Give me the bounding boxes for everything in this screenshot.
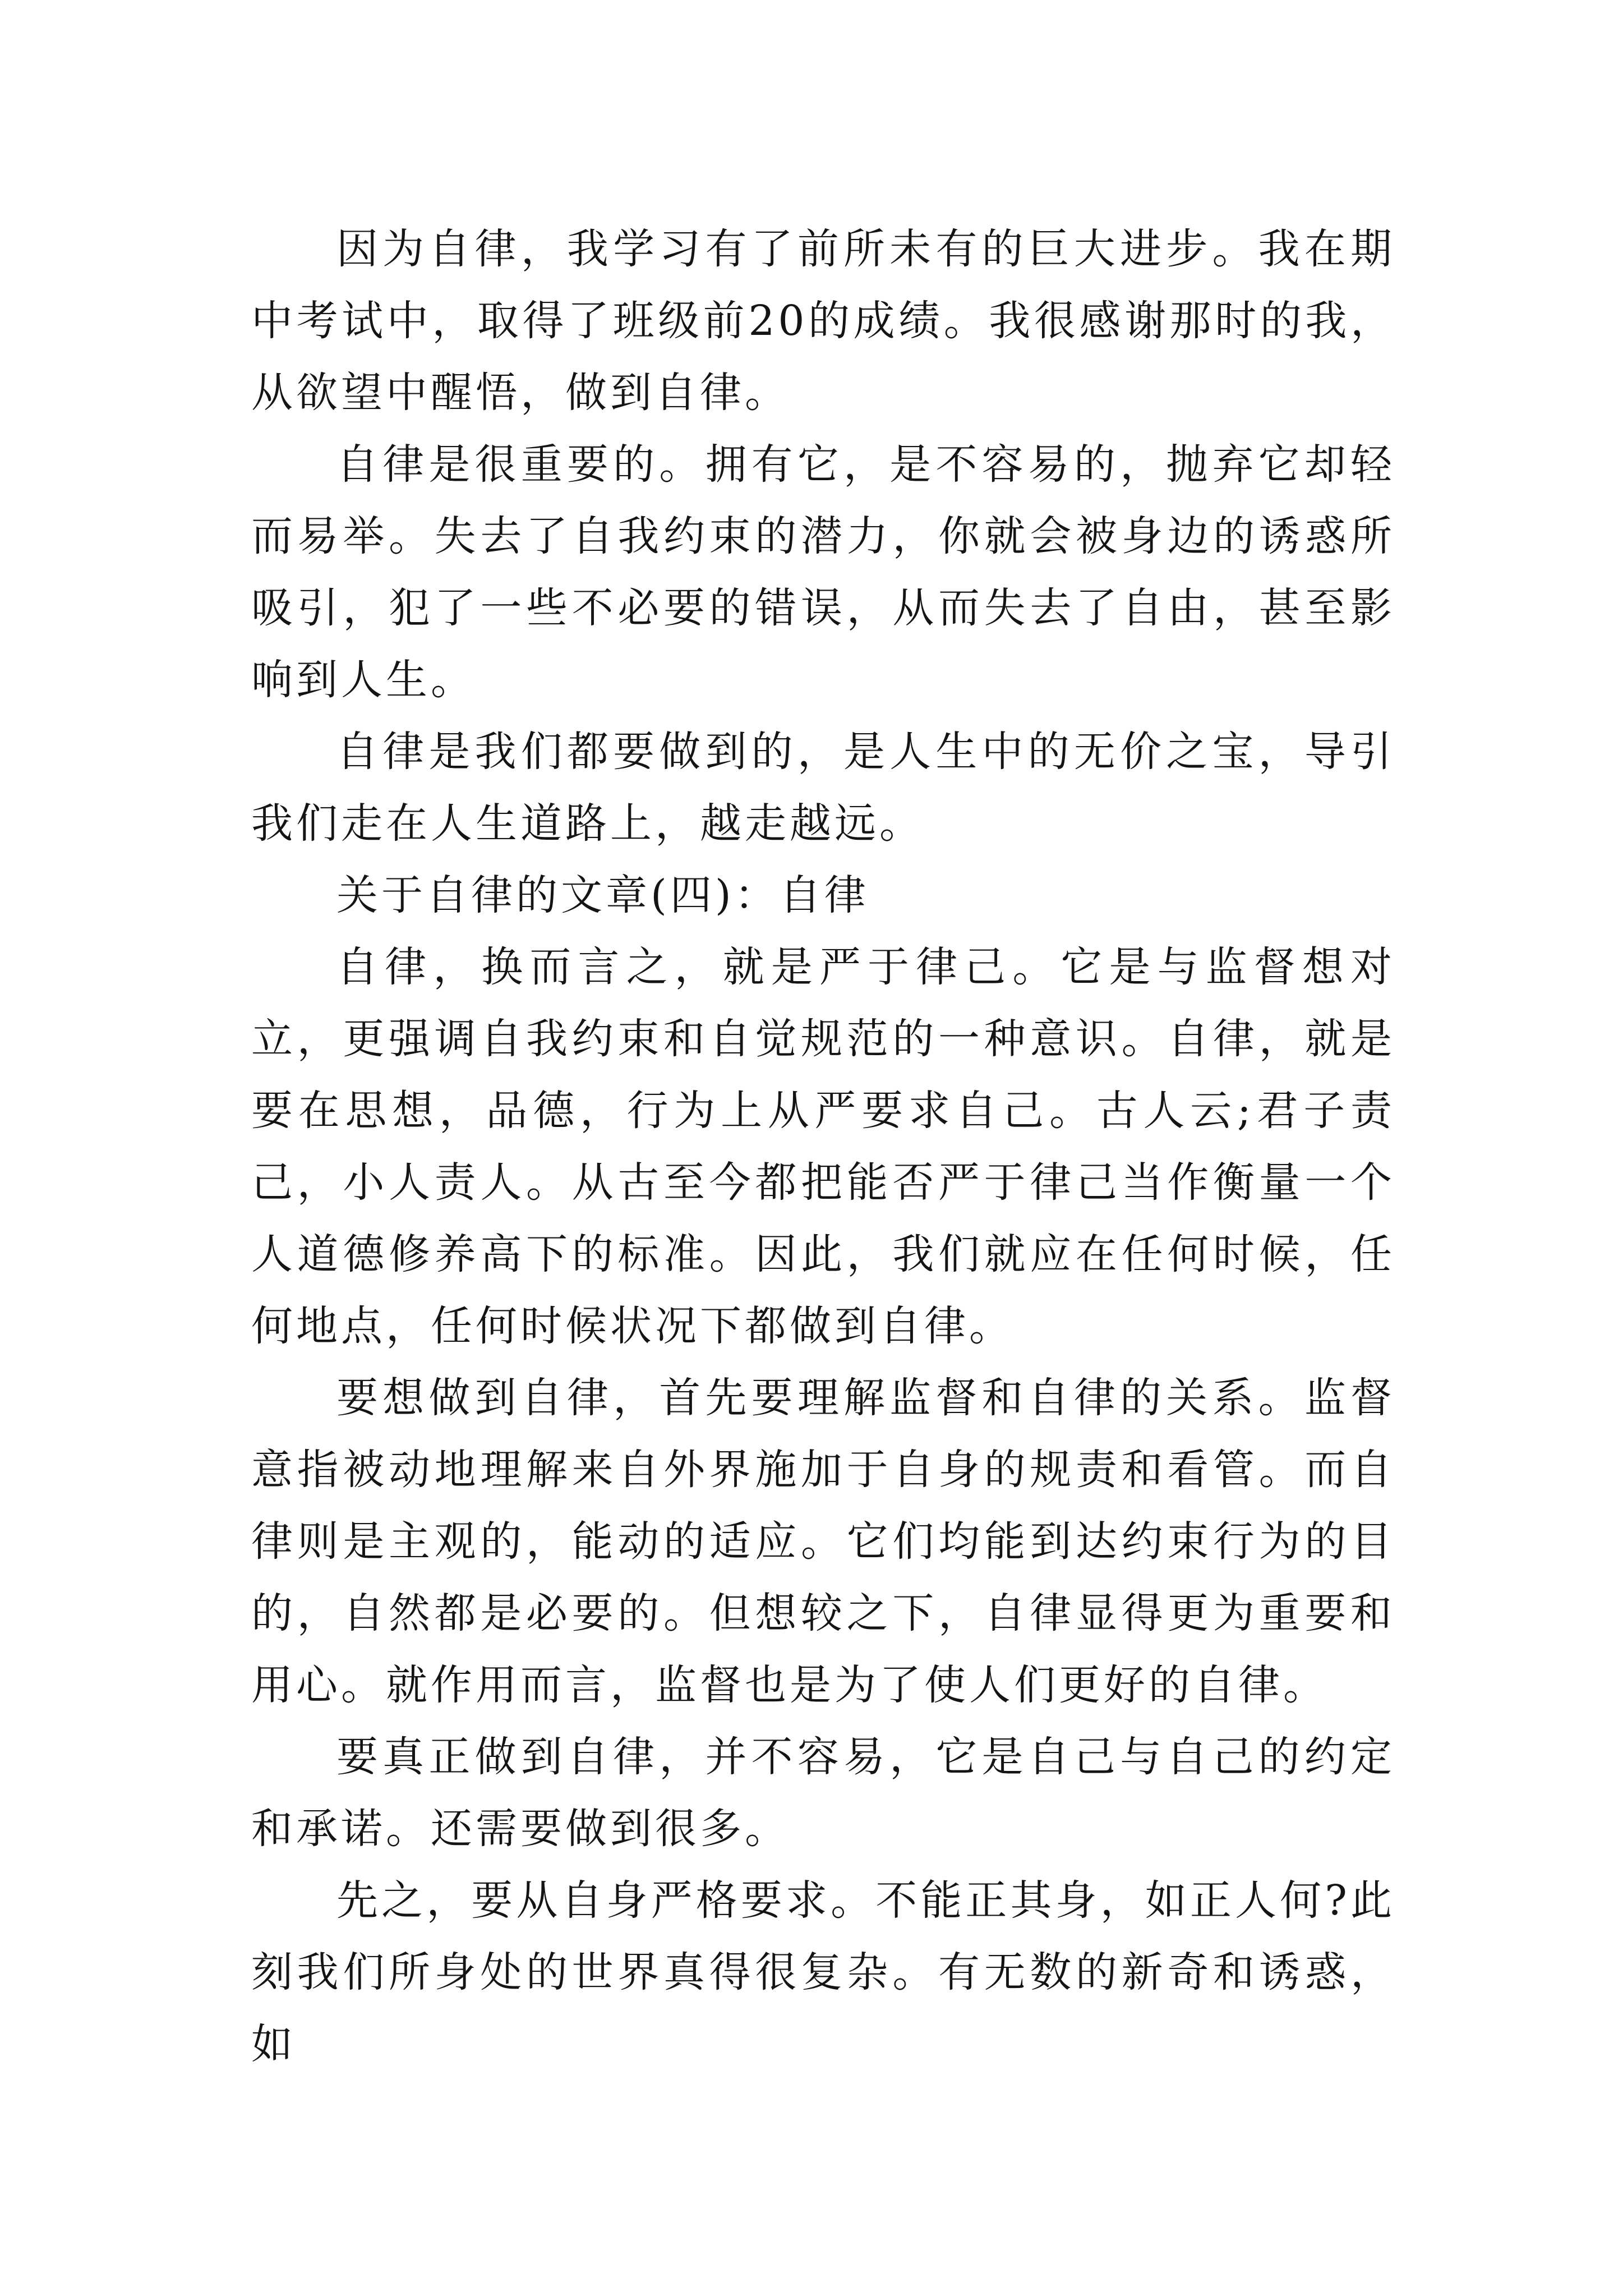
paragraph-1: 因为自律，我学习有了前所未有的巨大进步。我在期中考试中，取得了班级前20的成绩。我很感谢那时的我，从欲望中醒悟，做到自律。 [251,225,1395,417]
section-paragraph-2: 要想做到自律，首先要理解监督和自律的关系。监督意指被动地理解来自外界施加于自身的规责和看管。而自律则是主观的，能动的适应。它们均能到达约束行为的目的，自然都是必要的。但想较之下，自律显得更为重要和用心。就作用而言，监督也是为了使人们更好的自律。 [251,1374,1395,1709]
section-paragraph-3: 要真正做到自律，并不容易，它是自己与自己的约定和承诺。还需要做到很多。 [251,1733,1395,1853]
section-paragraph-4: 先之，要从自身严格要求。不能正其身，如正人何?此刻我们所身处的世界真得很复杂。有无数的新奇和诱惑，如 [251,1876,1395,2068]
document-body [251,213,1395,2080]
section-heading: 关于自律的文章(四)：自律 [336,871,869,919]
section-paragraph-1: 自律，换而言之，就是严于律己。它是与监督想对立，更强调自我约束和自觉规范的一种意识。自律，就是要在思想，品德，行为上从严要求自己。古人云;君子责己，小人责人。从古至今都把能否严于律己当作衡量一个人道德修养高下的标准。因此，我们就应在任何时候，任何地点，任何时候状况下都做到自律。 [251,943,1395,1350]
paragraph-3: 自律是我们都要做到的，是人生中的无价之宝，导引我们走在人生道路上，越走越远。 [251,728,1395,848]
paragraph-2: 自律是很重要的。拥有它，是不容易的，抛弃它却轻而易举。失去了自我约束的潜力，你就会被身边的诱惑所吸引，犯了一些不必要的错误，从而失去了自由，甚至影响到人生。 [251,440,1395,704]
